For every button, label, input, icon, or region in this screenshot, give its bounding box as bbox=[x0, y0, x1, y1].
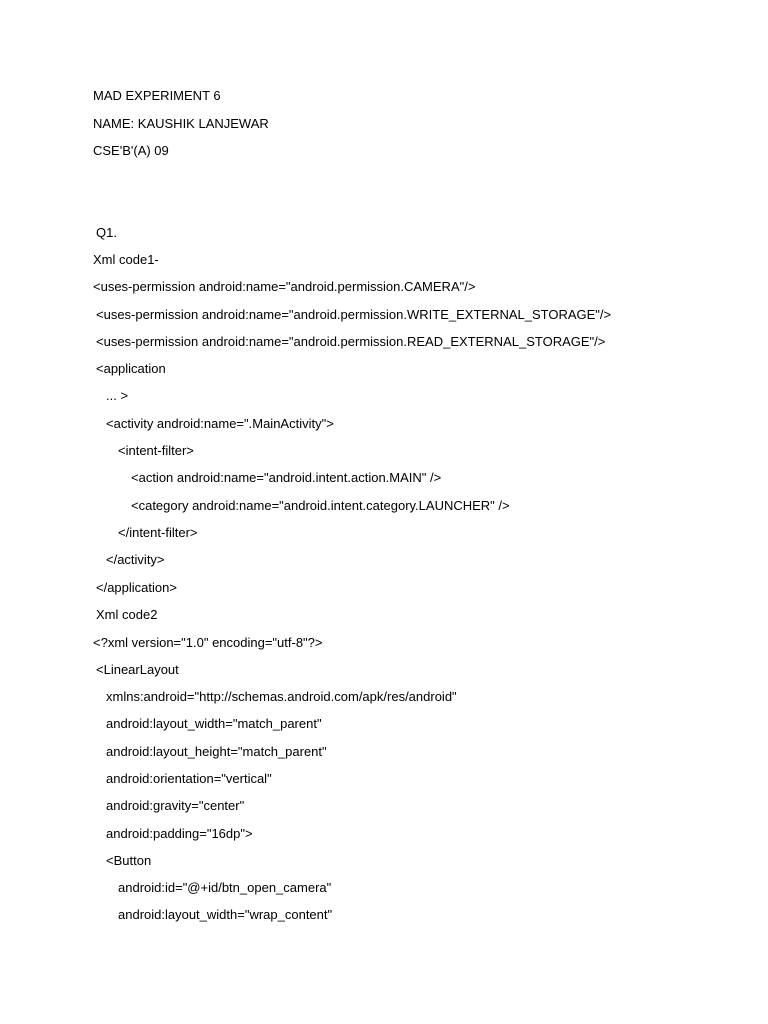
code-line: android:layout_width="wrap_content" bbox=[118, 907, 333, 922]
code-line: <category android:name="android.intent.category.LAUNCHER" /> bbox=[131, 498, 510, 513]
code-line: <application bbox=[96, 361, 166, 376]
code-line: android:padding="16dp"> bbox=[106, 826, 253, 841]
class-roll: CSE'B'(A) 09 bbox=[93, 143, 169, 158]
code-line: <?xml version="1.0" encoding="utf-8"?> bbox=[93, 635, 323, 650]
section-label-code2: Xml code2 bbox=[96, 607, 158, 622]
code-line: android:id="@+id/btn_open_camera" bbox=[118, 880, 332, 895]
code-line: </application> bbox=[96, 580, 177, 595]
code-line: android:layout_height="match_parent" bbox=[106, 744, 327, 759]
code-line: </intent-filter> bbox=[118, 525, 198, 540]
code-line: <uses-permission android:name="android.permission.CAMERA"/> bbox=[93, 279, 476, 294]
code-line: android:gravity="center" bbox=[106, 798, 245, 813]
code-line: </activity> bbox=[106, 552, 165, 567]
code-line: <action android:name="android.intent.action.MAIN" /> bbox=[131, 470, 442, 485]
code-line: xmlns:android="http://schemas.android.com/apk/res/android" bbox=[106, 689, 457, 704]
code-line: ... > bbox=[106, 388, 129, 403]
code-line: <activity android:name=".MainActivity"> bbox=[106, 416, 334, 431]
code-line: <LinearLayout bbox=[96, 662, 179, 677]
code-line: android:layout_width="match_parent" bbox=[106, 716, 322, 731]
code-line: <uses-permission android:name="android.permission.WRITE_EXTERNAL_STORAGE"/> bbox=[96, 307, 612, 322]
code-line: <uses-permission android:name="android.permission.READ_EXTERNAL_STORAGE"/> bbox=[96, 334, 606, 349]
experiment-title: MAD EXPERIMENT 6 bbox=[93, 88, 221, 103]
code-line: <intent-filter> bbox=[118, 443, 194, 458]
code-line: android:orientation="vertical" bbox=[106, 771, 272, 786]
code-line: <Button bbox=[106, 853, 152, 868]
section-label-code1: Xml code1- bbox=[93, 252, 159, 267]
question-label: Q1. bbox=[96, 225, 117, 240]
student-name: NAME: KAUSHIK LANJEWAR bbox=[93, 116, 269, 131]
